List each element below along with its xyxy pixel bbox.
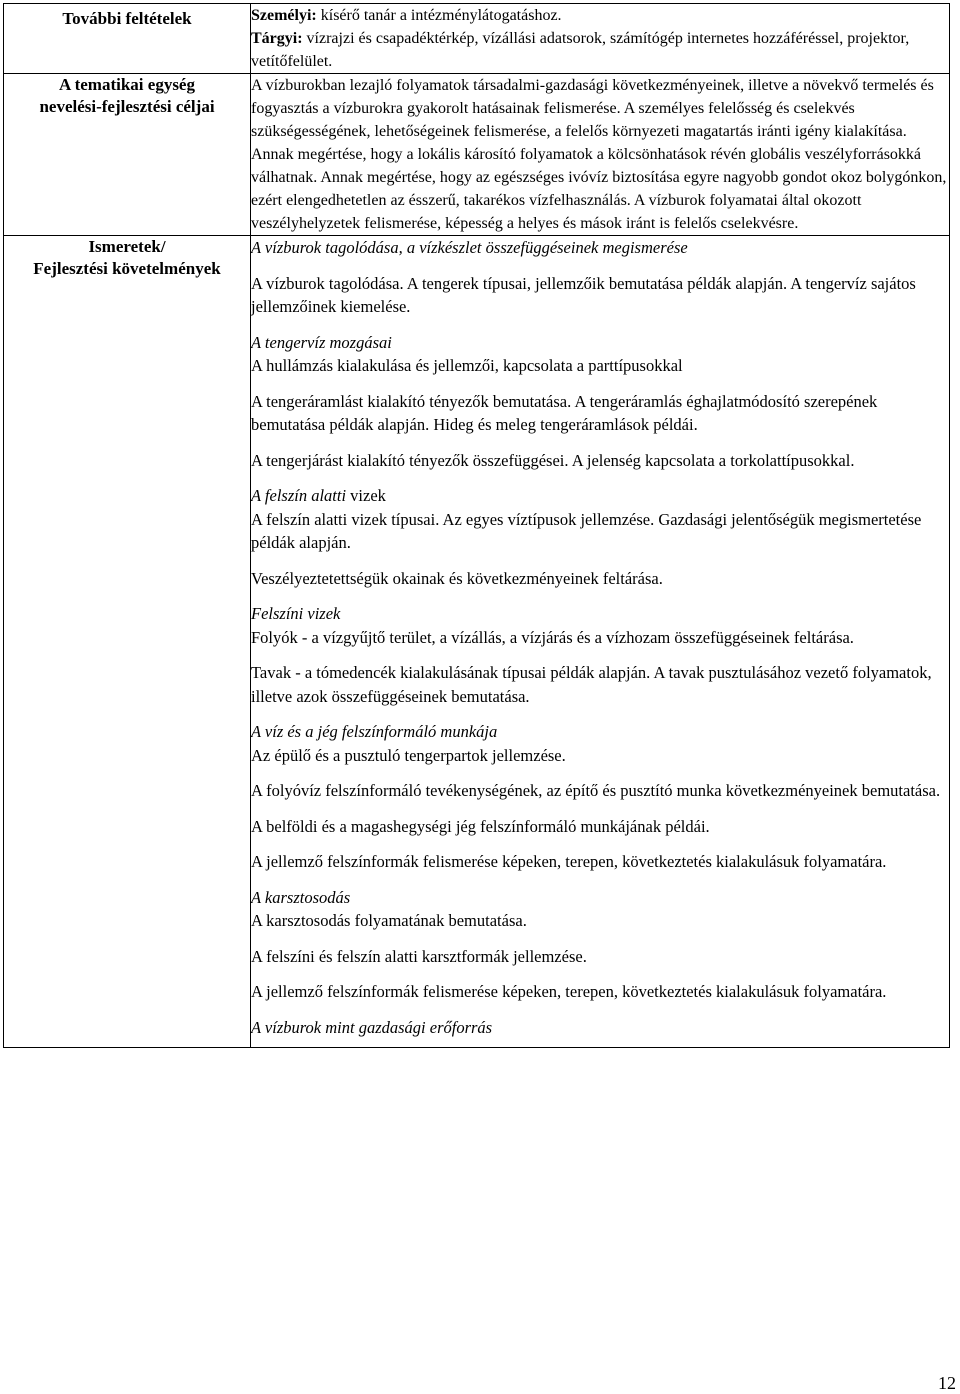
row-celok — [4, 74, 950, 236]
label-ismeretek — [4, 236, 251, 1048]
targyi-line — [251, 27, 949, 73]
label-tovabbi-feltetelek — [4, 4, 251, 74]
szemelyi-text: kísérő tanár a intézménylátogatáshoz. — [316, 7, 562, 24]
label-text: További feltételek — [62, 9, 192, 28]
heading-felszini-vizek: Felszíni vizek — [251, 604, 341, 623]
label-celok — [4, 74, 251, 236]
heading-felszin-alatti-vizek — [251, 484, 949, 508]
label-line-1: A tematikai egység — [59, 75, 195, 94]
paragraph: Tavak - a tómedencék kialakulásának típusai példák alapján. A tavak pusztulásához vezető folyamatok, illetve azok összefüggéseinek bemutatása. — [251, 663, 932, 706]
row-ismeretek — [4, 236, 950, 1048]
paragraph: Az épülő és a pusztuló tengerpartok jellemzése. — [251, 745, 566, 765]
heading-tengerviz-mozgasai: A tengervíz mozgásai — [251, 332, 392, 352]
szemelyi-label: Személyi: — [251, 7, 317, 24]
targyi-text: vízrajzi és csapadéktérkép, vízállási adatsorok, számítógép internetes hozzáféréssel, projektor, vetítőfelület. — [251, 30, 910, 70]
heading-rest: vizek — [346, 486, 386, 505]
heading-gazdasagi-eroforras: A vízburok mint gazdasági erőforrás — [251, 1017, 493, 1037]
paragraph: A hullámzás kialakulása és jellemzői, kapcsolata a parttípusokkal — [251, 356, 683, 375]
paragraph: Veszélyeztetettségük okainak és következményeinek feltárása. — [251, 568, 663, 588]
paragraph: A jellemző felszínformák felismerése képeken, terepen, következtetés kialakulásuk folyamatára. — [251, 982, 887, 1001]
paragraph: A tengeráramlást kialakító tényezők bemutatása. A tengeráramlás éghajlatmódosító szerepének bemutatása példák alapján. Hideg és meleg tengeráramlások példái. — [251, 391, 878, 434]
row-tovabbi-feltetelek — [4, 4, 950, 74]
heading-viz-es-jeg: A víz és a jég felszínformáló munkája — [251, 722, 498, 741]
label-line-2: Fejlesztési követelmények — [33, 259, 221, 278]
label-line-1: Ismeretek/ — [88, 237, 166, 256]
szemelyi-line — [251, 4, 949, 27]
page-number: 12 — [938, 1373, 956, 1393]
paragraph: A folyóvíz felszínformáló tevékenységének, az építő és pusztító munka következményeinek bemutatása. — [251, 781, 941, 800]
content-celok — [251, 74, 950, 236]
content-ismeretek — [251, 236, 950, 1048]
paragraph: A belföldi és a magashegységi jég felszínformáló munkájának példái. — [251, 816, 710, 836]
targyi-label: Tárgyi: — [251, 30, 303, 47]
content-tovabbi-feltetelek — [251, 4, 950, 74]
heading-italic-part: A felszín alatti — [251, 486, 347, 505]
paragraph: A felszín alatti vizek típusai. Az egyes víztípusok jellemzése. Gazdasági jelentőségük megismertetése példák alapján. — [251, 509, 922, 552]
heading-vizburok-tagolodasa: A vízburok tagolódása, a vízkészlet összefüggéseinek megismerése — [251, 238, 688, 257]
paragraph: A felszíni és felszín alatti karsztformák jellemzése. — [251, 946, 587, 966]
celok-text: A vízburokban lezajló folyamatok társadalmi-gazdasági következményeinek, illetve a növekvő termelés és fogyasztás a vízburokra gyakorolt hatásainak felismerése. A személyes felelősség és cselekvés szükségességének, lehetőségeinek felismerése, a felelős környezeti magatartás iránti igény kialakítása. Annak megértése, hogy a lokális károsító folyamatok a kölcsönhatások révén globális veszélyforrásokká válhatnak. Annak megértése, hogy az egészséges ivóvíz biztosítása egyre nagyobb gondot okoz bolygónkon, ezért elengedhetetlen az ésszerű, takarékos vízfelhasználás. A vízburok folyamatai által okozott veszélyhelyzetek felismerése, képesség a helyes és mások iránt is felelős cselekvésre. — [251, 77, 947, 232]
paragraph: A vízburok tagolódása. A tengerek típusai, jellemzőik bemutatása példák alapján. A tengervíz sajátos jellemzőinek kiemelése. — [251, 273, 916, 316]
paragraph: Folyók - a vízgyűjtő terület, a vízállás, a vízjárás és a vízhozam összefüggéseinek feltárása. — [251, 627, 854, 647]
paragraph: A jellemző felszínformák felismerése képeken, terepen, következtetés kialakulásuk folyamatára. — [251, 852, 887, 871]
heading-karsztosodas: A karsztosodás — [251, 887, 351, 907]
label-line-2: nevelési-fejlesztési céljai — [39, 97, 215, 116]
paragraph: A karsztosodás folyamatának bemutatása. — [251, 911, 527, 930]
curriculum-table — [3, 3, 950, 1048]
paragraph: A tengerjárást kialakító tényezők összefüggései. A jelenség kapcsolata a torkolattípusokkal. — [251, 450, 855, 470]
